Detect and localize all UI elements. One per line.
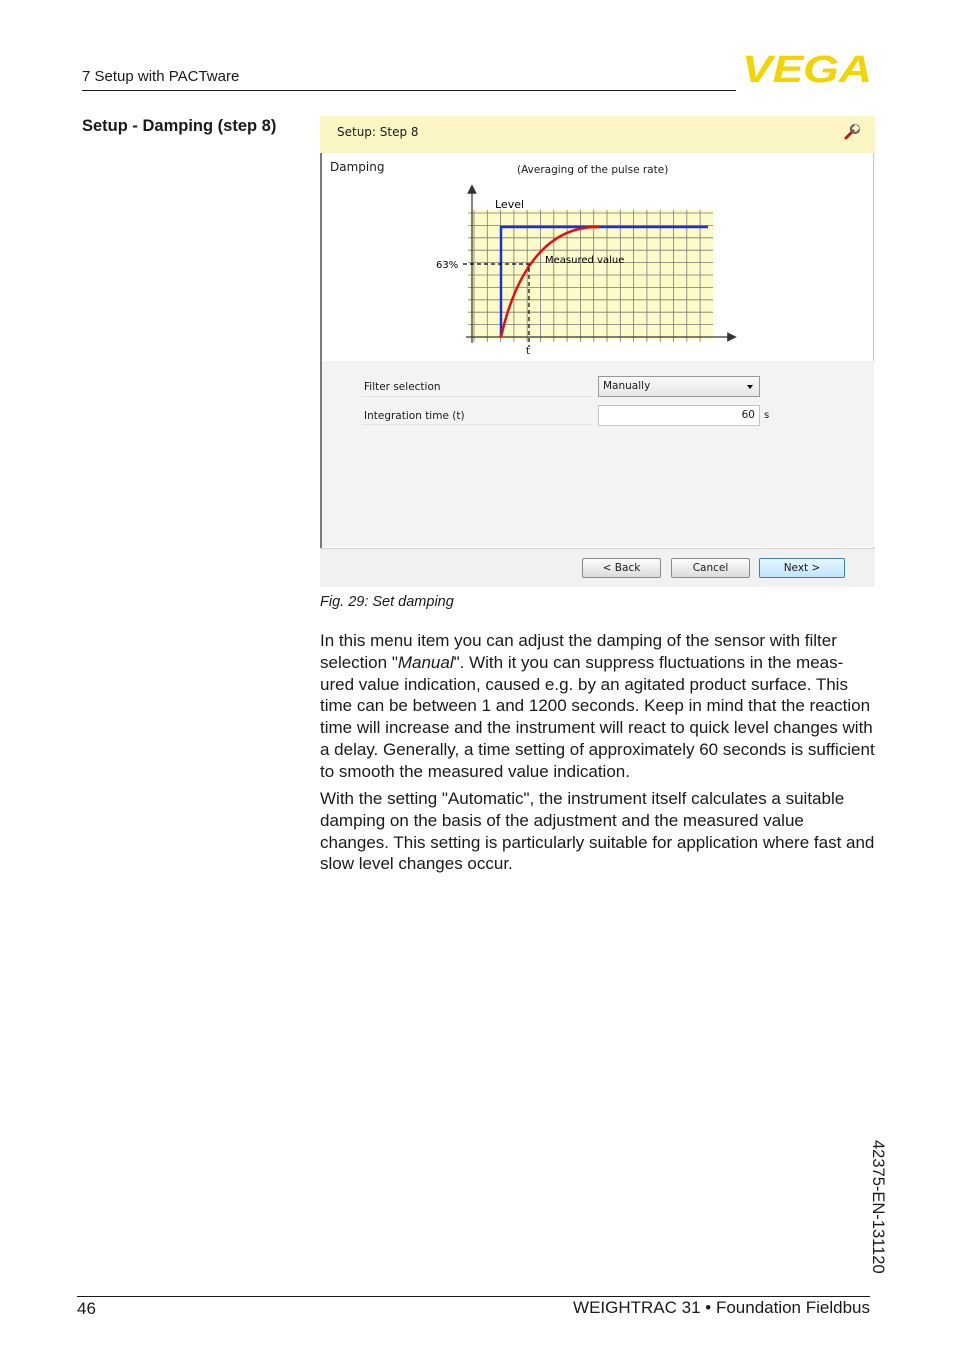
step-title: Setup: Step 8 bbox=[337, 125, 419, 139]
svg-text:VEGA: VEGA bbox=[742, 49, 872, 91]
footer-title: WEIGHTRAC 31 • Foundation Fieldbus bbox=[573, 1298, 870, 1317]
vega-logo bbox=[742, 49, 872, 91]
next-button[interactable]: Next > bbox=[759, 558, 845, 578]
level-label: Level bbox=[495, 198, 525, 211]
row-divider bbox=[362, 396, 592, 397]
paragraph-1 bbox=[320, 630, 876, 783]
filter-selection-value: Manually bbox=[603, 380, 651, 392]
para1-text-a: In this menu item you can adjust the damping of the sensor with filter selection " bbox=[320, 631, 837, 672]
section-header: 7 Setup with PACTware bbox=[82, 68, 240, 85]
row-divider bbox=[362, 424, 592, 425]
para1-text-b: ". With it you can suppress fluctuations in the meas- ured value indication, caused e.g. by an agitated product surface. This time can be between 1 and 1200 seconds. Keep in mind that the reaction time will increase and the instrument will react to quick level changes with a delay. Generally, a time setting of approximately 60 seconds is sufficient to smooth the measured value indication. bbox=[320, 652, 875, 781]
measured-value-label: Measured value bbox=[545, 255, 625, 266]
percent-label: 63% bbox=[436, 260, 459, 271]
doc-number bbox=[871, 1140, 891, 1290]
filter-selection-dropdown[interactable] bbox=[598, 376, 760, 397]
header-rule bbox=[82, 90, 736, 91]
averaging-label: (Averaging of the pulse rate) bbox=[517, 164, 669, 176]
page-number: 46 bbox=[77, 1299, 96, 1318]
back-button[interactable]: < Back bbox=[582, 558, 661, 578]
damping-label: Damping bbox=[330, 160, 385, 174]
chevron-down-icon bbox=[747, 385, 753, 389]
paragraph-2: With the setting "Automatic", the instrument itself calculates a suitable damping on the basis of the adjustment and the measured value changes. This setting is particularly suitable for application where fast and slow level changes occur. bbox=[320, 789, 875, 874]
integration-time-label: Integration time (t) bbox=[364, 410, 465, 422]
damping-diagram bbox=[436, 185, 740, 357]
cancel-button[interactable]: Cancel bbox=[671, 558, 750, 578]
para1-italic: Manual bbox=[397, 652, 454, 672]
side-heading: Setup - Damping (step 8) bbox=[82, 117, 277, 135]
doc-number-text: 42375-EN-131120 bbox=[869, 1140, 887, 1274]
integration-unit: s bbox=[764, 410, 770, 421]
filter-selection-label: Filter selection bbox=[364, 381, 441, 393]
footer-rule bbox=[77, 1296, 870, 1297]
wrench-icon[interactable] bbox=[843, 123, 861, 141]
integration-time-input[interactable]: 60 bbox=[598, 405, 760, 426]
figure-caption: Fig. 29: Set damping bbox=[320, 594, 454, 610]
t-label: t bbox=[526, 346, 530, 357]
